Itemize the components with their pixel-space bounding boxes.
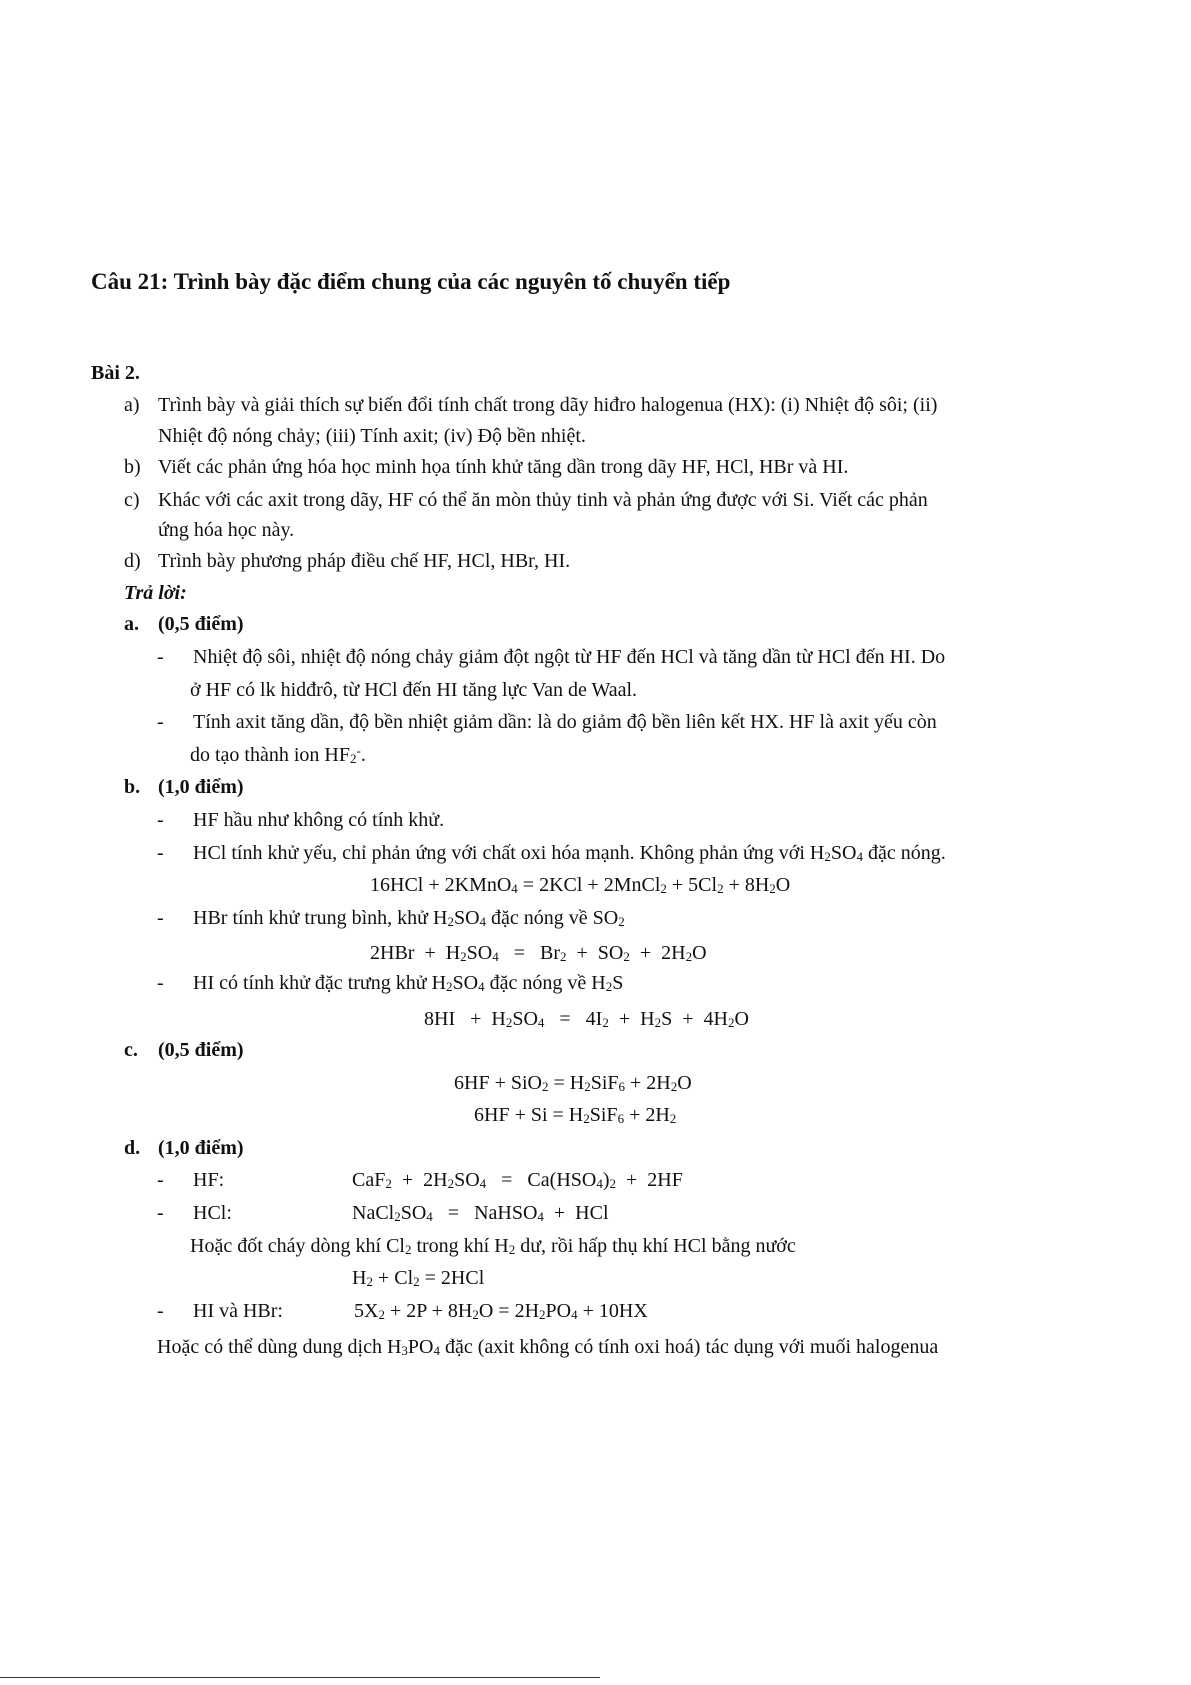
- answer-b-hbr: - HBr tính khử trung bình, khử $H_2SO_4$ đặc nóng về $SO_2$: [157, 907, 625, 929]
- answer-d-hf: - HF:: [157, 1169, 225, 1191]
- equation-x2-p: $5X_2 + 2P + 8H_2O = 2H_2PO_4 + 10HX$: [354, 1300, 648, 1322]
- answer-b-hf: - HF hầu như không có tính khử.: [157, 809, 445, 831]
- answer-d-hcl-alt: Hoặc đốt cháy dòng khí $Cl_2$ trong khí $H_2$ dư, rồi hấp thụ khí HCl bằng nước: [190, 1235, 796, 1257]
- answer-a-bullet1-line2: ở HF có lk hidđrô, từ HCl đến HI tăng lực Van de Waal.: [190, 679, 638, 701]
- item-a-line2: Nhiệt độ nóng chảy; (iii) Tính axit; (iv) Độ bền nhiệt.: [158, 425, 586, 447]
- answer-d-hihbr: - HI và HBr:: [157, 1300, 283, 1322]
- item-b-marker: b): [124, 456, 141, 478]
- answer-a-bullet2-line1: - Tính axit tăng dần, độ bền nhiệt giảm dần: là do giảm độ bền liên kết HX. HF là axit yếu còn: [157, 711, 937, 733]
- equation-caf2: $CaF_2 + 2H_2SO_4 = Ca(HSO_4)_2 + 2HF$: [352, 1169, 683, 1191]
- item-d-marker: d): [124, 550, 141, 572]
- answer-b-heading: b. (1,0 điểm): [124, 776, 244, 798]
- answer-b-hi: - HI có tính khử đặc trưng khử $H_2SO_4$ đặc nóng về $H_2S$: [157, 972, 624, 994]
- item-a-line1: a) Trình bày và giải thích sự biến đổi tính chất trong dãy hiđro halogenua (HX): (i) Nhiệt độ sôi; (ii): [124, 394, 938, 416]
- item-a-marker: a): [124, 394, 140, 416]
- equation-hi-h2so4: $8HI + H_2SO_4 = 4I_2 + H_2S + 4H_2O$: [424, 1008, 749, 1030]
- answer-label: Trả lời:: [124, 582, 187, 604]
- answer-c-heading: c. (0,5 điểm): [124, 1039, 244, 1061]
- equation-h2-cl2: $H_2 + Cl_2 = 2HCl$: [352, 1267, 485, 1289]
- answer-b-hcl: - HCl tính khử yếu, chỉ phản ứng với chất oxi hóa mạnh. Không phản ứng với $H_2SO_4$ đặc nóng.: [157, 842, 946, 864]
- answer-a-bullet1-line1: - Nhiệt độ sôi, nhiệt độ nóng chảy giảm đột ngột từ HF đến HCl và tăng dần từ HCl đến HI. Do: [157, 646, 946, 668]
- item-d-line1: d) Trình bày phương pháp điều chế HF, HCl, HBr, HI.: [124, 550, 571, 572]
- answer-d-final: Hoặc có thể dùng dung dịch $H_3PO_4$ đặc (axit không có tính oxi hoá) tác dụng với muối halogenua: [157, 1336, 939, 1358]
- item-b-line1: b) Viết các phản ứng hóa học minh họa tính khử tăng dần trong dãy HF, HCl, HBr và HI.: [124, 456, 849, 478]
- equation-hcl-kmno4: 16HCl + 2KMnO$_4$ = 2KCl + 2MnCl$_2$ + $5Cl_2 + 8H_2O$: [370, 874, 791, 896]
- answer-d-hcl: - HCl:: [157, 1202, 232, 1224]
- footer-rule: [0, 1677, 600, 1678]
- equation-hf-sio2: $6HF + SiO_2 = H_2SiF_6 + 2H_2O$: [454, 1072, 692, 1094]
- item-c-line1: c) Khác với các axit trong dãy, HF có thể ăn mòn thủy tinh và phản ứng được với Si. Viết các phản: [124, 489, 928, 511]
- equation-hf-si: $6HF + Si = H_2SiF_6 + 2H_2$: [474, 1104, 677, 1126]
- equation-nacl: $NaCl_2SO_4$ = NaHSO$_4$ + HCl: [352, 1202, 609, 1224]
- exercise-label: Bài 2.: [91, 362, 140, 384]
- item-c-line2: ứng hóa học này.: [158, 519, 295, 541]
- answer-d-heading: d. (1,0 điểm): [124, 1137, 244, 1159]
- item-c-marker: c): [124, 489, 140, 511]
- answer-a-heading: a. (0,5 điểm): [124, 613, 244, 635]
- question-title: Câu 21: Trình bày đặc điểm chung của các nguyên tố chuyển tiếp: [91, 269, 731, 294]
- equation-hbr-h2so4: $2HBr + H_2SO_4 = Br_2 + SO_2 + 2H_2O$: [370, 942, 707, 964]
- answer-a-bullet2-line2: do tạo thành ion $HF_2^-$.: [190, 743, 366, 766]
